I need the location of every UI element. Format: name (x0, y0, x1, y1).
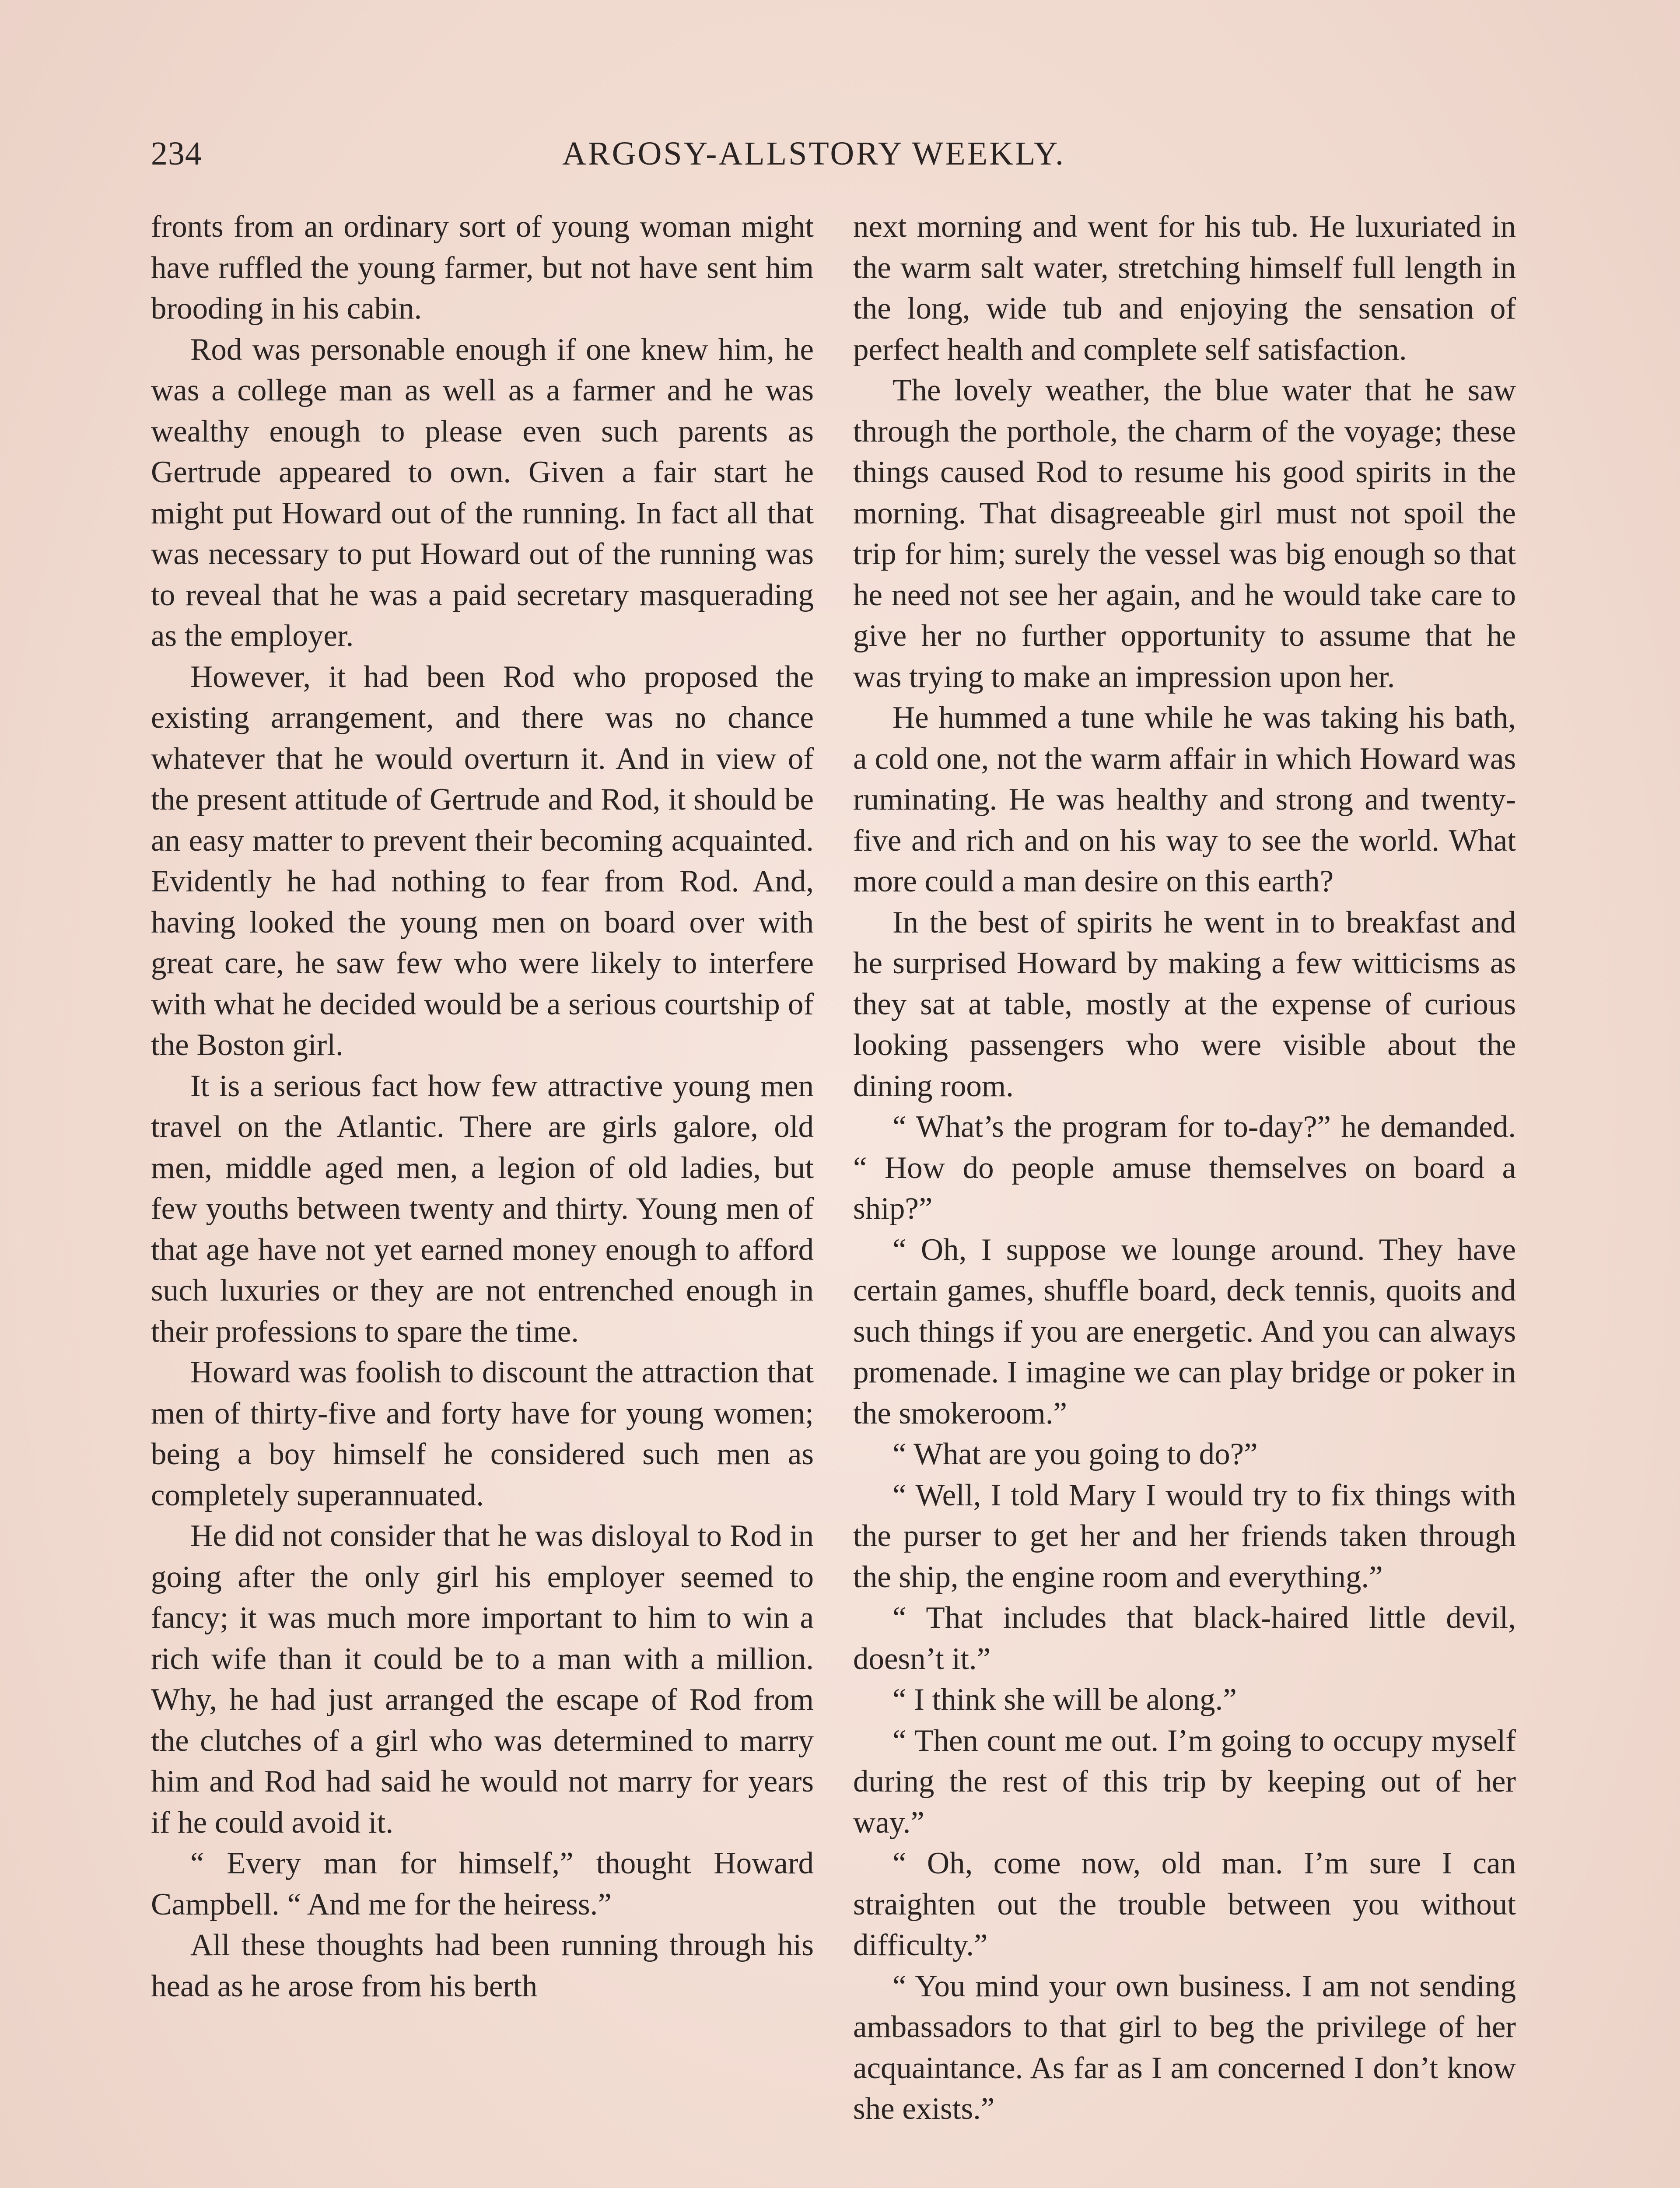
right-column (853, 207, 1516, 2130)
paragraph: He hummed a tune while he was taking his bath, a cold one, not the warm affair in which Howard was ruminating. He was healthy and strong and twenty-five and rich and on his way to see the world. What more could a man desire on this earth? (853, 701, 1516, 898)
paragraph: next morning and went for his tub. He luxuriated in the warm salt water, stretching himself full length in the long, wide tub and enjoying the sensation of perfect health and complete self satisfaction. (853, 210, 1516, 367)
paragraph: However, it had been Rod who proposed the existing arrangement, and there was no chance whatever that he would overturn it. And in view of the present attitude of Gertrude and Rod, it should be an easy matter to prevent their becoming acquainted. Evidently he had nothing to fear from Rod. And, having looked the young men on board over with great care, he saw few who were likely to interfere with what he decided would be a serious courtship of the Boston girl. (151, 659, 814, 1062)
paragraph: The lovely weather, the blue water that he saw through the porthole, the charm of the voyage; these things caused Rod to resume his good spirits in the morning. That disagreeable girl must not spoil the trip for him; surely the vessel was big enough so that he need not see her again, and he would take care to give her no further opportunity to assume that he was trying to make an impression upon her. (853, 373, 1516, 694)
running-header (151, 130, 1542, 178)
paragraph: Howard was foolish to discount the attraction that men of thirty-five and forty have for young women; being a boy himself he considered such men as completely superannuated. (151, 1355, 814, 1512)
paragraph: “ Oh, I suppose we lounge around. They have certain games, shuffle board, deck tennis, quoits and such things if you are energetic. And you can always promenade. I imagine we can play bridge or poker in the smokeroom.” (853, 1232, 1516, 1431)
paragraph: “ That includes that black-haired little devil, doesn’t it.” (853, 1601, 1516, 1676)
journal-title: ARGOSY-ALLSTORY WEEKLY. (562, 135, 1065, 172)
paragraph: “ Oh, come now, old man. I’m sure I can straighten out the trouble between you without difficulty.” (853, 1846, 1516, 1962)
paragraph: In the best of spirits he went in to breakfast and he surprised Howard by making a few witticisms as they sat at table, mostly at the expense of curious looking passengers who were visible about the dining room. (853, 905, 1516, 1103)
left-column (151, 207, 814, 2007)
paragraph: “ Then count me out. I’m going to occupy myself during the rest of this trip by keeping out of her way.” (853, 1723, 1516, 1840)
paragraph: He did not consider that he was disloyal to Rod in going after the only girl his employer seemed to fancy; it was much more important to him to win a rich wife than it could be to a man with a million. Why, he had just arranged the escape of Rod from the clutches of a girl who was determined to marry him and Rod had said he would not marry for years if he could avoid it. (151, 1519, 814, 1840)
paragraph: fronts from an ordinary sort of young woman might have ruffled the young farmer, but not have sent him brooding in his cabin. (151, 210, 814, 326)
paragraph: It is a serious fact how few attractive young men travel on the Atlantic. There are girls galore, old men, middle aged men, a legion of old ladies, but few youths between twenty and thirty. Young men of that age have not yet earned money enough to afford such luxuries or they are not entrenched enough in their professions to spare the time. (151, 1069, 814, 1349)
paragraph: Rod was personable enough if one knew him, he was a college man as well as a farmer and he was wealthy enough to please even such parents as Gertrude appeared to own. Given a fair start he might put Howard out of the running. In fact all that was necessary to put Howard out of the running was to reveal that he was a paid secretary masquerading as the employer. (151, 332, 814, 653)
paragraph: “ What’s the program for to-day?” he demanded. “ How do people amuse themselves on board a ship?” (853, 1110, 1516, 1226)
paragraph: “ You mind your own business. I am not sending ambassadors to that girl to beg the privilege of her acquaintance. As far as I am concerned I don’t know she exists.” (853, 1969, 1516, 2126)
paragraph: “ Well, I told Mary I would try to fix things with the purser to get her and her friends taken through the ship, the engine room and everything.” (853, 1478, 1516, 1594)
page-number: 234 (151, 135, 202, 172)
paragraph: “ I think she will be along.” (892, 1683, 1237, 1717)
paragraph: “ What are you going to do?” (892, 1437, 1258, 1471)
paragraph: “ Every man for himself,” thought Howard Campbell. “ And me for the heiress.” (151, 1846, 814, 1922)
paragraph: All these thoughts had been running through his head as he arose from his berth (151, 1928, 814, 2003)
